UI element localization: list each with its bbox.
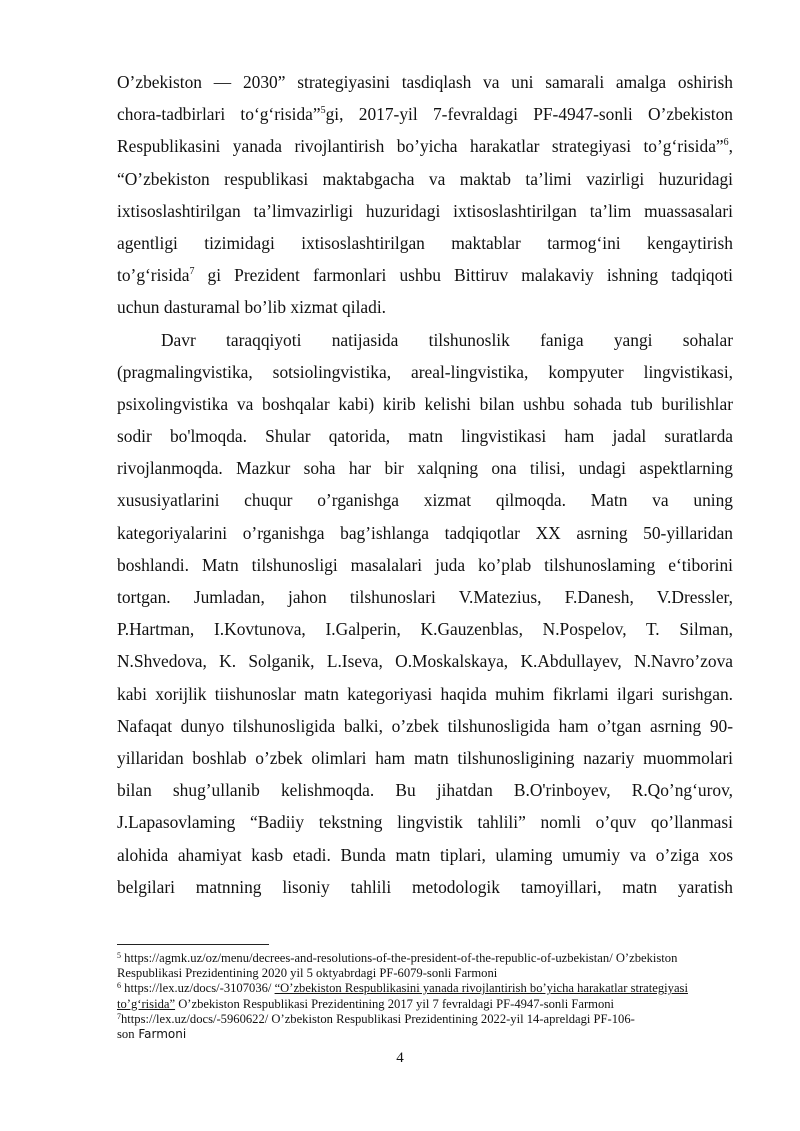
footnote-6: [117, 981, 737, 996]
body-text-segment: uchun dasturamal bo’lib xizmat qiladi.: [117, 297, 387, 318]
body-text-segment: ,: [728, 136, 733, 157]
body-line: [117, 839, 733, 871]
body-text-segment: tortgan. Jumladan, jahon tilshunoslari V.Matezius, F.Danesh, V.Dressler,: [117, 587, 733, 607]
footnote-5-number: 5: [117, 951, 121, 960]
footnote-7-farmoni: Farmoni: [134, 1027, 187, 1042]
footnote-7-line-1[interactable]: https://lex.uz/docs/-5960622/ O’zbekiston Respublikasi Prezidentining 2022-yil 14-apreldagi PF-106-: [121, 1011, 635, 1026]
footnote-6-url[interactable]: https://lex.uz/docs/-3107036/: [124, 981, 272, 996]
footnote-reference: 6: [723, 137, 729, 149]
body-line: [117, 227, 733, 259]
body-line: [117, 98, 733, 130]
body-line: [117, 356, 733, 388]
body-text: [117, 66, 733, 903]
body-text-segment: P.Hartman, I.Kovtunova, I.Galperin, K.Gauzenblas, N.Pospelov, T. Silman,: [117, 619, 733, 640]
body-text-segment: ixtisoslashtirilgan ta’limvazirligi huzuridagi ixtisoslashtirilgan ta’lim muassasalari: [117, 200, 733, 221]
body-line: [117, 774, 733, 806]
body-line: [117, 324, 733, 356]
footnote-6-number: 6: [117, 981, 121, 991]
body-text-segment: Respublikasini yanada rivojlantirish bo’yicha harakatlar strategiyasi to’g‘risida”: [117, 136, 724, 157]
body-text-segment: Davr taraqqiyoti natijasida tilshunoslik faniga yangi sohalar: [161, 329, 733, 350]
body-text-segment: O’zbekiston — 2030” strategiyasini tasdiqlash va uni samarali amalga oshirish: [117, 72, 733, 92]
body-text-segment: gi Prezident farmonlari ushbu Bittiruv malakaviy ishning tadqiqoti: [194, 265, 733, 286]
body-text-segment: agentligi tizimidagi ixtisoslashtirilgan maktablar tarmog‘ini kengaytirish: [117, 232, 733, 253]
body-text-segment: chora-tadbirlari to‘g‘risida”: [117, 104, 321, 125]
body-line: [117, 710, 733, 742]
body-text-segment: xususiyatlarini chuqur o’rganishga xizmat qilmoqda. Matn va uning: [117, 490, 733, 511]
body-text-segment: J.Lapasovlaming “Badiiy tekstning lingvistik tahlili” nomli o’quv qo’llanmasi: [117, 812, 733, 833]
footnote-7-son: son: [117, 1027, 135, 1042]
body-text-segment: yillaridan boshlab o’zbek olimlari ham matn tilshunosligining nazariy muommolari: [117, 747, 733, 768]
footnote-5: [117, 951, 737, 966]
body-line: [117, 581, 733, 613]
footnote-6-rest: O’zbekiston Respublikasi Prezidentining 2017 yil 7 fevraldagi PF-4947-sonli Farmoni: [175, 996, 615, 1011]
footnote-6-link[interactable]: “O’zbekiston Respublikasini yanada rivojlantirish bo’yicha harakatlar strategiyasi: [274, 981, 688, 996]
body-text-segment: gi, 2017-yil 7-fevraldagi PF-4947-sonli O’zbekiston: [325, 104, 734, 125]
body-line: [117, 871, 733, 903]
footnote-7-number: 7: [117, 1011, 121, 1021]
body-line: [117, 452, 733, 484]
body-text-segment: to’g‘risida: [117, 265, 190, 286]
body-line: [117, 291, 733, 323]
body-line: [117, 420, 733, 452]
body-text-segment: alohida ahamiyat kasb etadi. Bunda matn tiplari, ulaming umumiy va o’ziga xos: [117, 844, 733, 865]
body-text-segment: N.Shvedova, K. Solganik, L.Iseva, O.Moskalskaya, K.Abdullayev, N.Navro’zova: [117, 651, 733, 672]
footnote-reference: 5: [320, 105, 326, 117]
body-text-segment: (pragmalingvistika, sotsiolingvistika, areal-lingvistika, kompyuter lingvistikasi,: [117, 361, 733, 382]
body-line: [117, 613, 733, 645]
body-text-segment: sodir bo'lmoqda. Shular qatorida, matn lingvistikasi ham jadal suratlarda: [117, 426, 733, 447]
body-line: [117, 678, 733, 710]
footnote-separator: [117, 944, 269, 945]
footnote-6-link-end[interactable]: to’g‘risida”: [117, 996, 176, 1011]
body-text-segment: kategoriyalarini o’rganishga bag’ishlanga tadqiqotlar XX asrning 50-yillaridan: [117, 522, 733, 543]
body-line: [117, 388, 733, 420]
footnote-7-continued: [117, 1027, 737, 1042]
body-text-segment: “O’zbekiston respublikasi maktabgacha va maktab ta’limi vazirligi huzuridagi: [117, 168, 733, 189]
body-line: [117, 806, 733, 838]
footnote-reference: 7: [189, 266, 195, 278]
body-text-segment: rivojlanmoqda. Mazkur soha har bir xalqning ona tilisi, undagi aspektlarning: [117, 458, 733, 479]
body-line: [117, 484, 733, 516]
body-line: [117, 66, 733, 98]
body-line: [117, 163, 733, 195]
body-text-segment: psixolingvistika va boshqalar kabi) kirib kelishi bilan ushbu sohada tub burilishlar: [117, 393, 733, 414]
footnotes: [117, 951, 737, 1042]
footnote-5-line-1[interactable]: https://agmk.uz/oz/menu/decrees-and-resolutions-of-the-president-of-the-republic-of-uzbekistan/ O’zbekiston: [124, 951, 678, 965]
page-number: 4: [396, 1050, 404, 1066]
body-text-segment: bilan shug’ullanib kelishmoqda. Bu jihatdan B.O'rinboyev, R.Qo’ng‘urov,: [117, 780, 733, 801]
body-line: [117, 645, 733, 677]
body-text-segment: kabi xorijlik tiishunoslar matn kategoriyasi haqida muhim fikrlami ilgari surishgan.: [117, 683, 733, 704]
body-text-segment: boshlandi. Matn tilshunosligi masalalari juda ko’plab tilshunoslaming e‘tiborini: [117, 554, 733, 575]
body-line: [117, 259, 733, 291]
body-line: [117, 549, 733, 581]
footnote-6-continued: [117, 997, 737, 1012]
body-line: [117, 742, 733, 774]
body-line: [117, 517, 733, 549]
body-text-segment: belgilari matnning lisoniy tahlili metodologik tamoyillari, matn yaratish: [117, 876, 733, 897]
body-text-segment: Nafaqat dunyo tilshunosligida balki, o’zbek tilshunosligida ham o’tgan asrning 90-: [117, 715, 733, 736]
body-line: [117, 195, 733, 227]
footnote-5-continued: Respublikasi Prezidentining 2020 yil 5 oktyabrdagi PF-6079-sonli Farmoni: [117, 966, 498, 981]
body-line: [117, 130, 733, 162]
footnote-7: [117, 1012, 737, 1027]
